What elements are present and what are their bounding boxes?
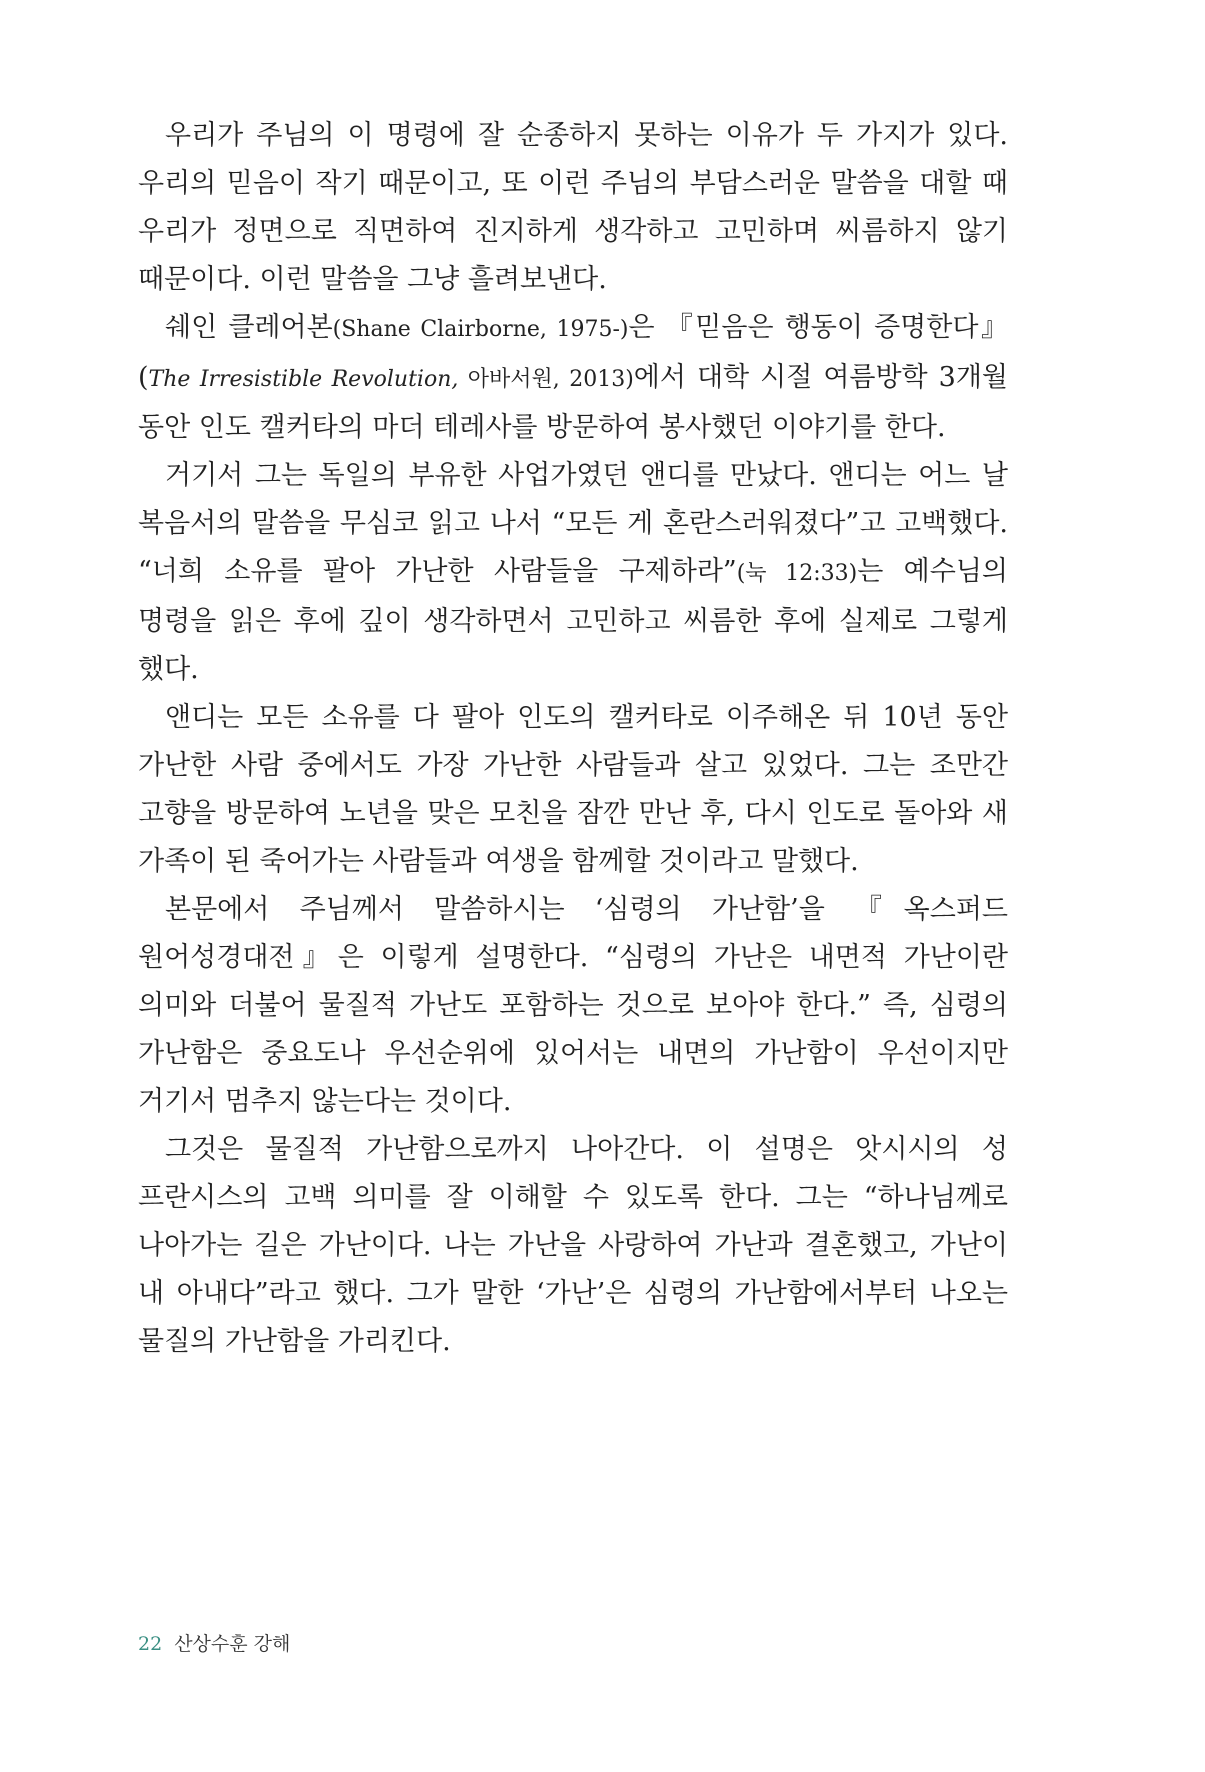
paragraph-2 bbox=[138, 304, 1008, 452]
paragraph-4: 앤디는 모든 소유를 다 팔아 인도의 캘커타로 이주해온 뒤 10년 동안 가난한 사람 중에서도 가장 가난한 사람들과 살고 있었다. 그는 조만간 고향을 방문하여 노년을 맞은 모친을 잠깐 만난 후, 다시 인도로 돌아와 새 가족이 된 죽어가는 사람들과 여생을 함께할 것이라고 말했다. bbox=[138, 702, 1008, 877]
publisher-note: 아바서원, 2013) bbox=[458, 367, 634, 392]
page-number: 22 bbox=[138, 1633, 163, 1655]
running-title: 산상수훈 강해 bbox=[174, 1633, 291, 1655]
scripture-reference: (눅 12:33) bbox=[736, 561, 858, 586]
paragraph-2-rest: 에서 대학 시절 여름방학 3개월 동안 인도 캘커타의 마더 테레사를 방문하여 봉사했던 이야기를 한다. bbox=[138, 362, 1008, 443]
paragraph-5: 본문에서 주님께서 말씀하시는 ‘심령의 가난함’을 『옥스퍼드 원어성경대전』은 이렇게 설명한다. “심령의 가난은 내면적 가난이란 의미와 더불어 물질적 가난도 포함하는 것으로 보아야 한다.” 즉, 심령의 가난함은 중요도나 우선순위에 있어서는 내면의 가난함이 우선이지만 거기서 멈추지 않는다는 것이다. bbox=[138, 894, 1008, 1117]
paragraph-3 bbox=[138, 452, 1008, 694]
author-note: (Shane Clairborne, 1975-) bbox=[332, 317, 629, 342]
book-title-ko: 은 『믿음은 행동이 증명한다』( bbox=[138, 312, 1008, 393]
author-name: 쉐인 클레어본 bbox=[165, 312, 333, 343]
paragraph-3-rest: 는 예수님의 명령을 읽은 후에 깊이 생각하면서 고민하고 씨름한 후에 실제로 그렇게 했다. bbox=[138, 556, 1008, 685]
page-footer bbox=[138, 1632, 290, 1656]
paragraph-1: 우리가 주님의 이 명령에 잘 순종하지 못하는 이유가 두 가지가 있다. 우리의 믿음이 작기 때문이고, 또 이런 주님의 부담스러운 말씀을 대할 때 우리가 정면으로 직면하여 진지하게 생각하고 고민하며 씨름하지 않기 때문이다. 이런 말씀을 그냥 흘려보낸다. bbox=[138, 120, 1008, 295]
book-title-en: The Irresistible Revolution, bbox=[148, 367, 459, 392]
body-text bbox=[138, 112, 1008, 1366]
paragraph-6: 그것은 물질적 가난함으로까지 나아간다. 이 설명은 앗시시의 성 프란시스의 고백 의미를 잘 이해할 수 있도록 한다. 그는 “하나님께로 나아가는 길은 가난이다. 나는 가난을 사랑하여 가난과 결혼했고, 가난이 내 아내다”라고 했다. 그가 말한 ‘가난’은 심령의 가난함에서부터 나오는 물질의 가난함을 가리킨다. bbox=[138, 1134, 1008, 1357]
paragraph-3-start: 거기서 그는 독일의 부유한 사업가였던 앤디를 만났다. 앤디는 어느 날 복음서의 말씀을 무심코 읽고 나서 “모든 게 혼란스러워졌다”고 고백했다. “너희 소유를 팔아 가난한 사람들을 구제하라” bbox=[138, 460, 1008, 587]
